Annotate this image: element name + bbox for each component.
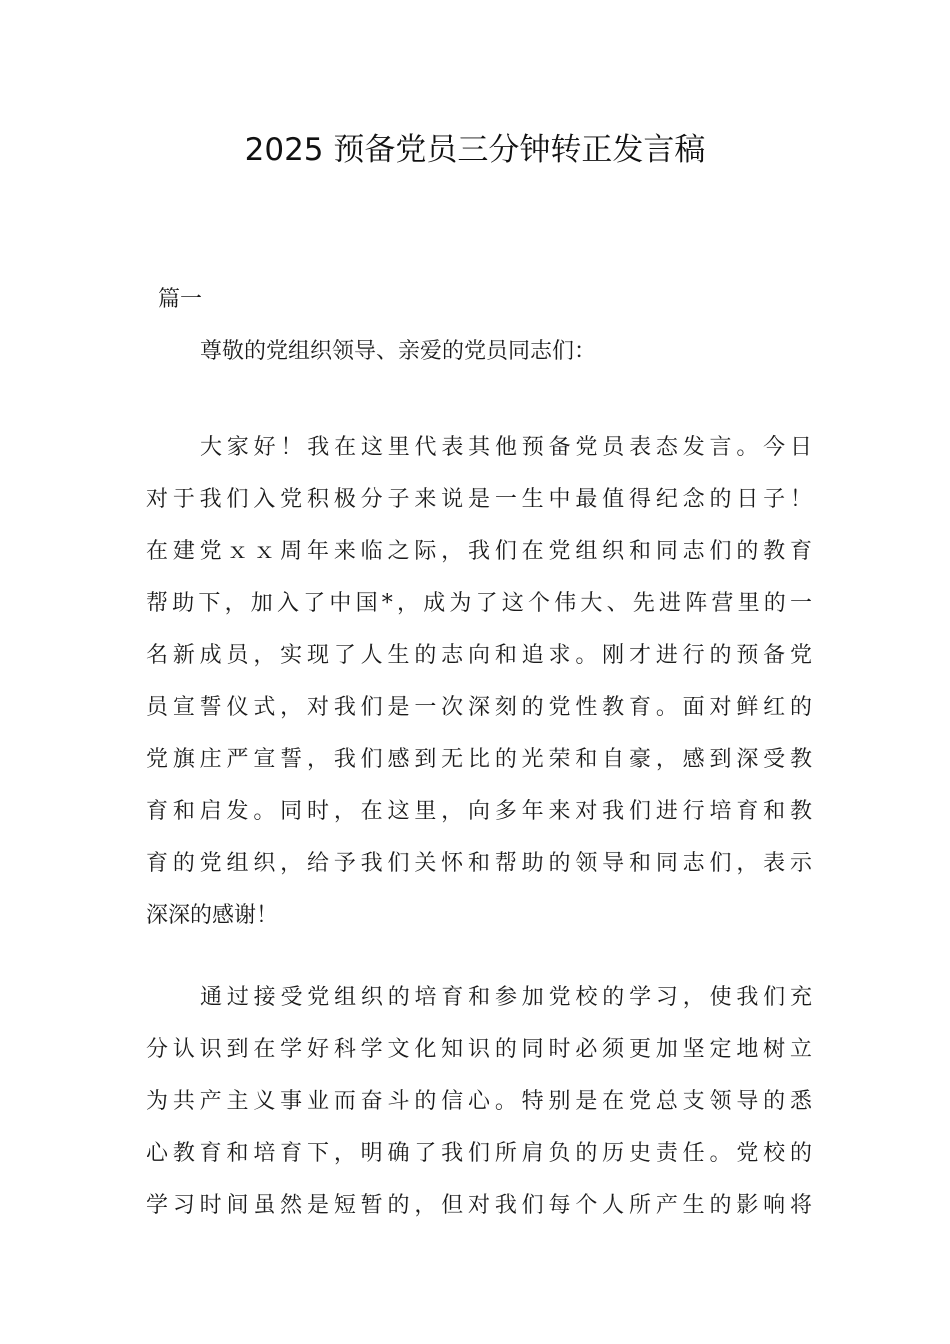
paragraph-line: 对于我们入党积极分子来说是一生中最值得纪念的日子！: [146, 487, 812, 512]
paragraph-1: [146, 422, 812, 942]
paragraph-line: 大家好！我在这里代表其他预备党员表态发言。今日: [200, 435, 812, 460]
paragraph-line: 育的党组织，给予我们关怀和帮助的领导和同志们，表示: [146, 851, 812, 876]
paragraph-line: 深深的感谢！: [146, 903, 279, 928]
paragraph-line: 学习时间虽然是短暂的，但对我们每个人所产生的影响将: [146, 1193, 812, 1218]
paragraph-line: 育和启发。同时，在这里，向多年来对我们进行培育和教: [146, 799, 812, 824]
paragraph-line: 名新成员，实现了人生的志向和追求。刚才进行的预备党: [146, 643, 812, 668]
paragraph-line: 通过接受党组织的培育和参加党校的学习，使我们充: [200, 985, 812, 1010]
salutation: 尊敬的党组织领导、亲爱的党员同志们：: [200, 339, 597, 364]
paragraph-line: 为共产主义事业而奋斗的信心。特别是在党总支领导的悉: [146, 1089, 812, 1114]
paragraph-line: 分认识到在学好科学文化知识的同时必须更加坚定地树立: [146, 1037, 812, 1062]
page-title: 2025 预备党员三分钟转正发言稿: [244, 132, 706, 168]
paragraph-line: 帮助下，加入了中国*，成为了这个伟大、先进阵营里的一: [146, 591, 812, 616]
paragraph-line: 员宣誓仪式，对我们是一次深刻的党性教育。面对鲜红的: [146, 695, 812, 720]
paragraph-line: 心教育和培育下，明确了我们所肩负的历史责任。党校的: [146, 1141, 812, 1166]
paragraph-line: 党旗庄严宣誓，我们感到无比的光荣和自豪，感到深受教: [146, 747, 812, 772]
paragraph-line: 在建党ｘｘ周年来临之际，我们在党组织和同志们的教育: [146, 539, 812, 564]
paragraph-2: [146, 972, 812, 1232]
section-label: 篇一: [158, 287, 203, 312]
